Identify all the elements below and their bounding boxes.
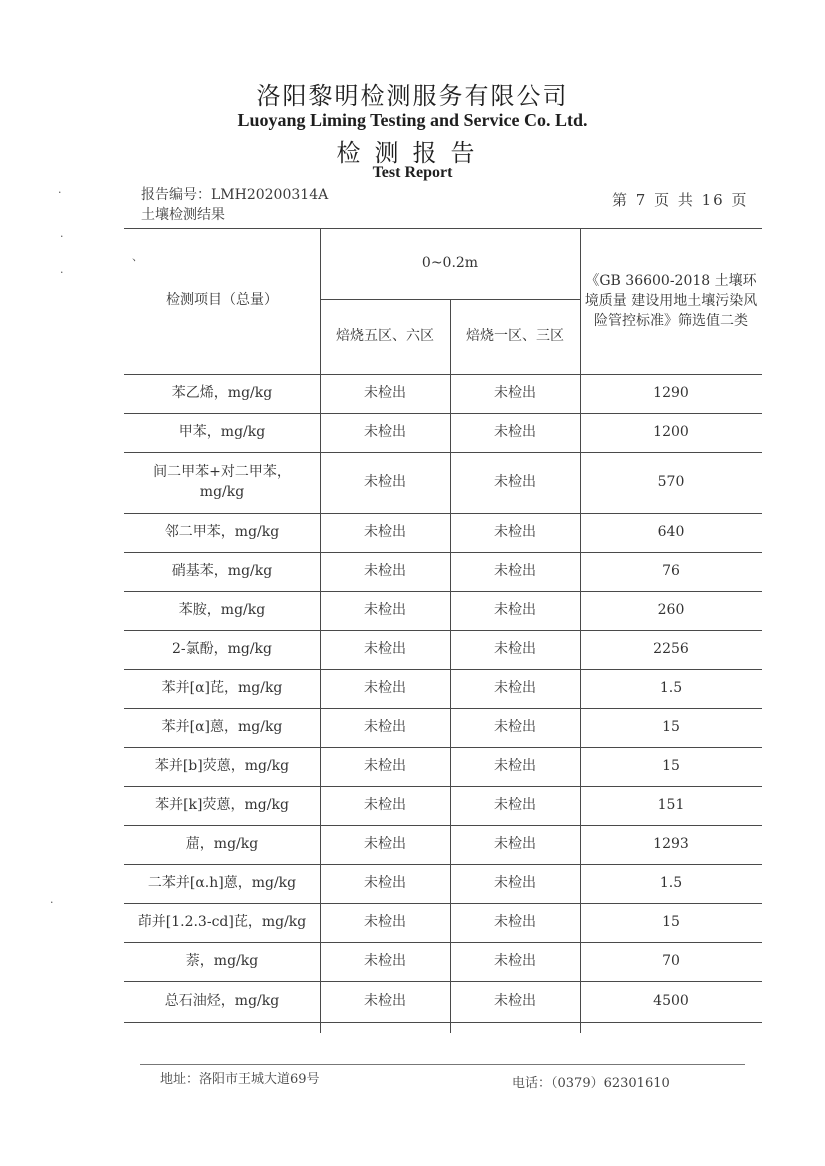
cell-standard: 1290 [653,384,689,401]
cell-zone-a: 未检出 [364,952,406,969]
cell-item: 甲苯，mg/kg [178,423,266,440]
cell-zone-b: 未检出 [494,757,536,774]
company-name-en: Luoyang Liming Testing and Service Co. Ltd. [237,110,588,130]
cell-zone-b: 未检出 [494,523,536,540]
cell-item: 总石油烃，mg/kg [164,992,280,1009]
scan-mark: · [60,266,64,279]
cell-zone-a: 未检出 [364,473,406,490]
cell-item: 萘，mg/kg [185,952,259,969]
cell-standard: 1.5 [659,679,683,696]
cell-zone-b: 未检出 [494,913,536,930]
cell-zone-a: 未检出 [364,679,406,696]
scan-mark: · [58,186,62,199]
cell-zone-b: 未检出 [494,562,536,579]
cell-item: 茚并[1.2.3-cd]芘，mg/kg [137,913,307,930]
cell-zone-a: 未检出 [364,874,406,891]
cell-item: 间二甲苯+对二甲苯，mg/kg [153,463,291,500]
cell-zone-b: 未检出 [494,384,536,401]
section-title: 土壤检测结果 [141,207,225,223]
cell-standard: 2256 [653,640,689,657]
cell-zone-b: 未检出 [494,992,536,1009]
page-indicator: 第 7 页 共 16 页 [612,191,749,209]
cell-item: 邻二甲苯，mg/kg [164,523,280,540]
cell-zone-a: 未检出 [364,523,406,540]
cell-zone-b: 未检出 [494,835,536,852]
column-header-depth: 0~0.2m [421,254,479,271]
soil-results-table [124,228,762,1033]
footer-phone: 电话：（0379）62301610 [512,1076,670,1091]
footer-divider [140,1064,745,1065]
cell-item: 苯并[α]芘，mg/kg [161,679,283,696]
cell-zone-b: 未检出 [494,601,536,618]
scan-mark: · [60,230,64,243]
cell-zone-a: 未检出 [364,913,406,930]
cell-standard: 4500 [653,992,689,1009]
cell-zone-a: 未检出 [364,640,406,657]
cell-standard: 76 [662,562,680,579]
cell-item: 苯并[α]蒽，mg/kg [161,718,283,735]
cell-standard: 15 [662,718,680,735]
cell-zone-a: 未检出 [364,601,406,618]
cell-item: 䓛，mg/kg [185,835,259,852]
cell-item: 硝基苯，mg/kg [171,562,273,579]
cell-standard: 1200 [653,423,689,440]
cell-zone-a: 未检出 [364,423,406,440]
cell-item: 苯并[b]荧蒽，mg/kg [154,757,290,774]
cell-zone-a: 未检出 [364,835,406,852]
cell-zone-b: 未检出 [494,473,536,490]
cell-standard: 15 [662,757,680,774]
table-bottom-border [124,1022,762,1023]
cell-zone-b: 未检出 [494,796,536,813]
cell-zone-b: 未检出 [494,952,536,969]
cell-standard: 15 [662,913,680,930]
cell-zone-b: 未检出 [494,679,536,696]
cell-zone-a: 未检出 [364,992,406,1009]
cell-item: 二苯并[α.h]蒽，mg/kg [147,874,297,891]
cell-zone-a: 未检出 [364,718,406,735]
cell-standard: 1293 [653,835,689,852]
cell-item: 苯并[k]荧蒽，mg/kg [155,796,289,813]
cell-standard: 151 [657,796,685,813]
report-number: 报告编号：LMH20200314A [141,187,329,203]
cell-zone-a: 未检出 [364,757,406,774]
column-header-zone-a: 焙烧五区、六区 [336,327,434,344]
report-title-en: Test Report [372,164,453,181]
footer-address: 地址：洛阳市王城大道69号 [160,1072,320,1087]
cell-standard: 260 [657,601,685,618]
cell-item: 苯乙烯，mg/kg [171,384,273,401]
scan-mark: · [50,896,54,909]
cell-zone-b: 未检出 [494,718,536,735]
cell-zone-b: 未检出 [494,423,536,440]
cell-standard: 1.5 [659,874,683,891]
scan-mark: 、 [132,250,143,263]
column-header-item: 检测项目（总量） [166,292,278,309]
cell-zone-a: 未检出 [364,384,406,401]
cell-standard: 570 [657,473,685,490]
company-name-cn: 洛阳黎明检测服务有限公司 [256,82,569,110]
cell-item: 2-氯酚，mg/kg [171,640,273,657]
cell-zone-a: 未检出 [364,562,406,579]
column-header-standard: 《GB 36600-2018 土壤环境质量 建设用地土壤污染风险管控标准》筛选值二类 [584,272,758,330]
cell-zone-b: 未检出 [494,640,536,657]
report-title-cn: 检测报告 [336,139,489,167]
column-header-zone-b: 焙烧一区、三区 [466,327,564,344]
cell-item: 苯胺，mg/kg [178,601,266,618]
cell-zone-b: 未检出 [494,874,536,891]
cell-zone-a: 未检出 [364,796,406,813]
cell-standard: 640 [657,523,685,540]
cell-standard: 70 [662,952,680,969]
